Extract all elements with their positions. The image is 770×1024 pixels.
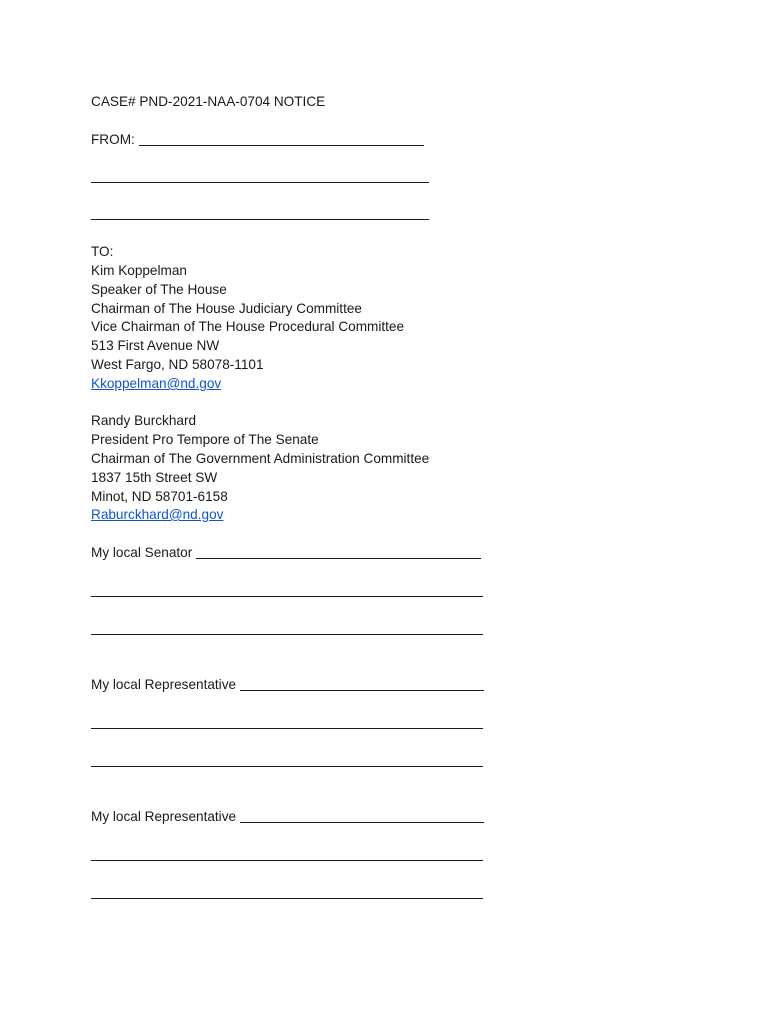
recipient-1-title: Speaker of The House xyxy=(91,282,227,297)
recipient-1-city-address: West Fargo, ND 58078-1101 xyxy=(91,357,264,372)
local-senator-line xyxy=(91,544,481,562)
local-senator-label: My local Senator xyxy=(91,545,193,560)
local-representative-1-blank-line-3[interactable] xyxy=(91,766,483,767)
recipient-2-street-address: 1837 15th Street SW xyxy=(91,470,218,485)
recipient-1-title: Chairman of The House Judiciary Committee xyxy=(91,301,362,316)
local-representative-2-blank[interactable] xyxy=(240,822,484,823)
from-label: FROM: xyxy=(91,132,135,147)
local-senator-blank[interactable] xyxy=(196,558,481,559)
case-number-heading: CASE# PND-2021-NAA-0704 NOTICE xyxy=(91,94,326,109)
local-senator-blank-line-3[interactable] xyxy=(91,634,483,635)
local-representative-2-blank-line-3[interactable] xyxy=(91,898,483,899)
from-blank[interactable] xyxy=(139,145,424,146)
local-representative-1-blank[interactable] xyxy=(240,690,484,691)
local-senator-blank-line-2[interactable] xyxy=(91,596,483,597)
local-representative-2-line xyxy=(91,808,484,826)
recipient-2-email-link[interactable]: Raburckhard@nd.gov xyxy=(91,507,224,522)
recipient-2-city-address: Minot, ND 58701-6158 xyxy=(91,489,228,504)
to-label: TO: xyxy=(91,244,114,259)
local-representative-2-blank-line-2[interactable] xyxy=(91,860,483,861)
from-blank-line-3[interactable] xyxy=(91,219,429,220)
recipient-1-email-link[interactable]: Kkoppelman@nd.gov xyxy=(91,376,222,391)
local-representative-1-label: My local Representative xyxy=(91,677,237,692)
recipient-2-title: Chairman of The Government Administration Committee xyxy=(91,451,430,466)
local-representative-1-blank-line-2[interactable] xyxy=(91,728,483,729)
recipient-1-name: Kim Koppelman xyxy=(91,263,187,278)
from-line xyxy=(91,131,424,149)
local-representative-1-line xyxy=(91,676,484,694)
local-representative-2-label: My local Representative xyxy=(91,809,237,824)
recipient-1-title: Vice Chairman of The House Procedural Committee xyxy=(91,319,405,334)
recipient-1-street-address: 513 First Avenue NW xyxy=(91,338,220,353)
recipient-2-title: President Pro Tempore of The Senate xyxy=(91,432,319,447)
from-blank-line-2[interactable] xyxy=(91,182,429,183)
recipient-2-name: Randy Burckhard xyxy=(91,413,197,428)
